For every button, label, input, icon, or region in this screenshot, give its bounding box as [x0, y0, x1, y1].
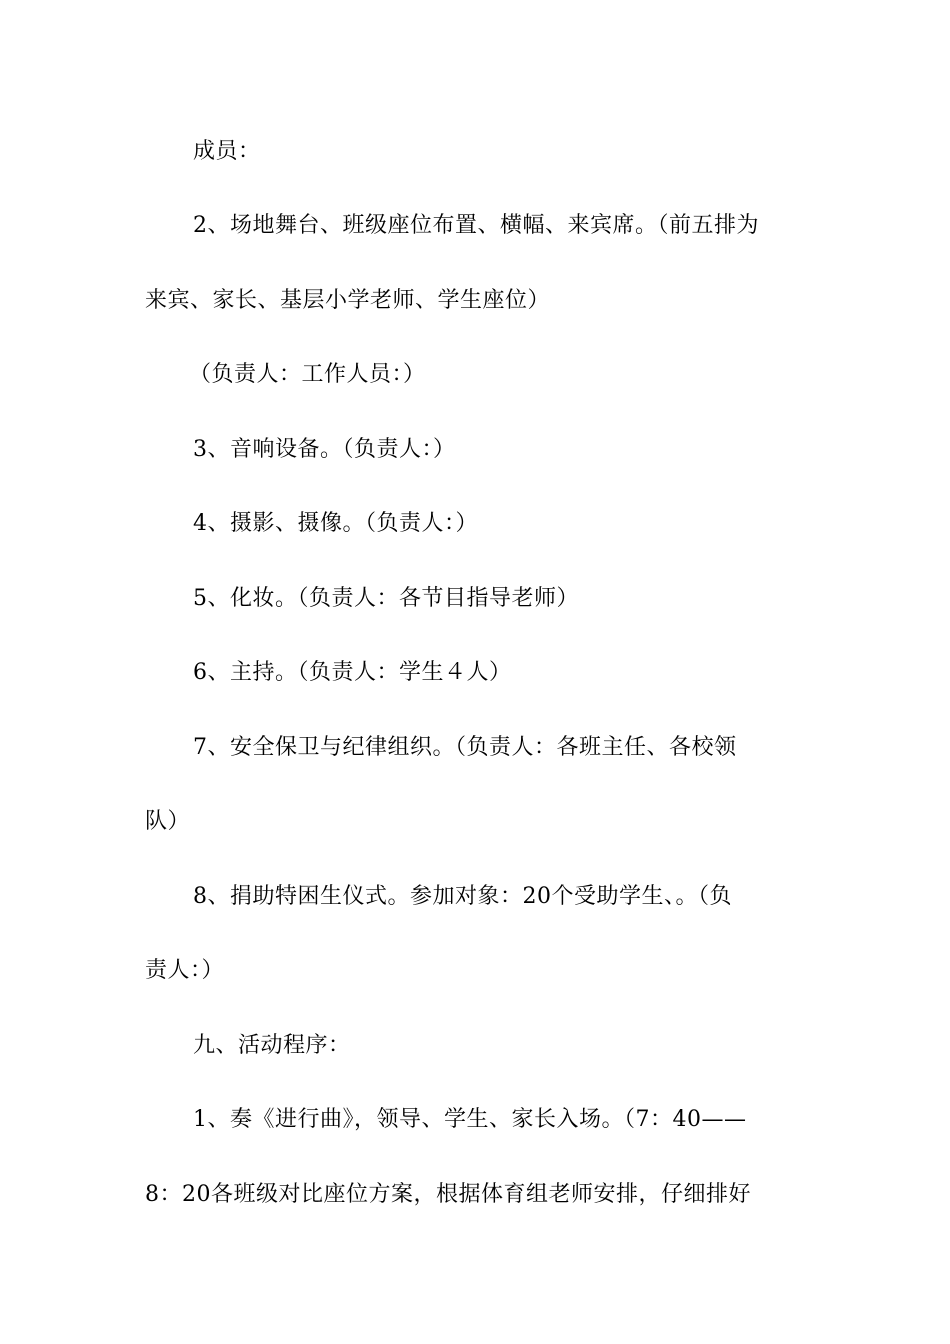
text-line-program-1-cont: 8：20各班级对比座位方案，根据体育组老师安排，仔细排好: [145, 1182, 751, 1207]
text-line-members: 成员：: [193, 139, 261, 164]
text-line-item-7-cont: 队）: [145, 809, 191, 834]
text-line-item-2: 2、场地舞台、班级座位布置、横幅、来宾席。（前五排为: [193, 213, 759, 238]
text-line-item-4: 4、摄影、摄像。（负责人：）: [193, 511, 478, 536]
text-line-item-2-responsible: （负责人：工作人员：）: [189, 362, 426, 387]
text-line-item-8: 8、捐助特困生仪式。参加对象：20个受助学生、。（负: [193, 884, 732, 909]
text-line-item-7: 7、安全保卫与纪律组织。（负责人：各班主任、各校领: [193, 735, 737, 760]
text-line-item-8-cont: 责人：）: [145, 958, 225, 983]
text-line-item-5: 5、化妆。（负责人：各节目指导老师）: [193, 586, 579, 611]
text-line-program-1: 1、奏《进行曲》，领导、学生、家长入场。（7：40——: [193, 1107, 747, 1132]
section-heading-activity-program: 九、活动程序：: [193, 1033, 351, 1058]
text-line-item-3: 3、音响设备。（负责人：）: [193, 437, 456, 462]
text-line-item-2-cont: 来宾、家长、基层小学老师、学生座位）: [145, 288, 551, 313]
text-line-item-6: 6、主持。（负责人：学生４人）: [193, 660, 512, 685]
